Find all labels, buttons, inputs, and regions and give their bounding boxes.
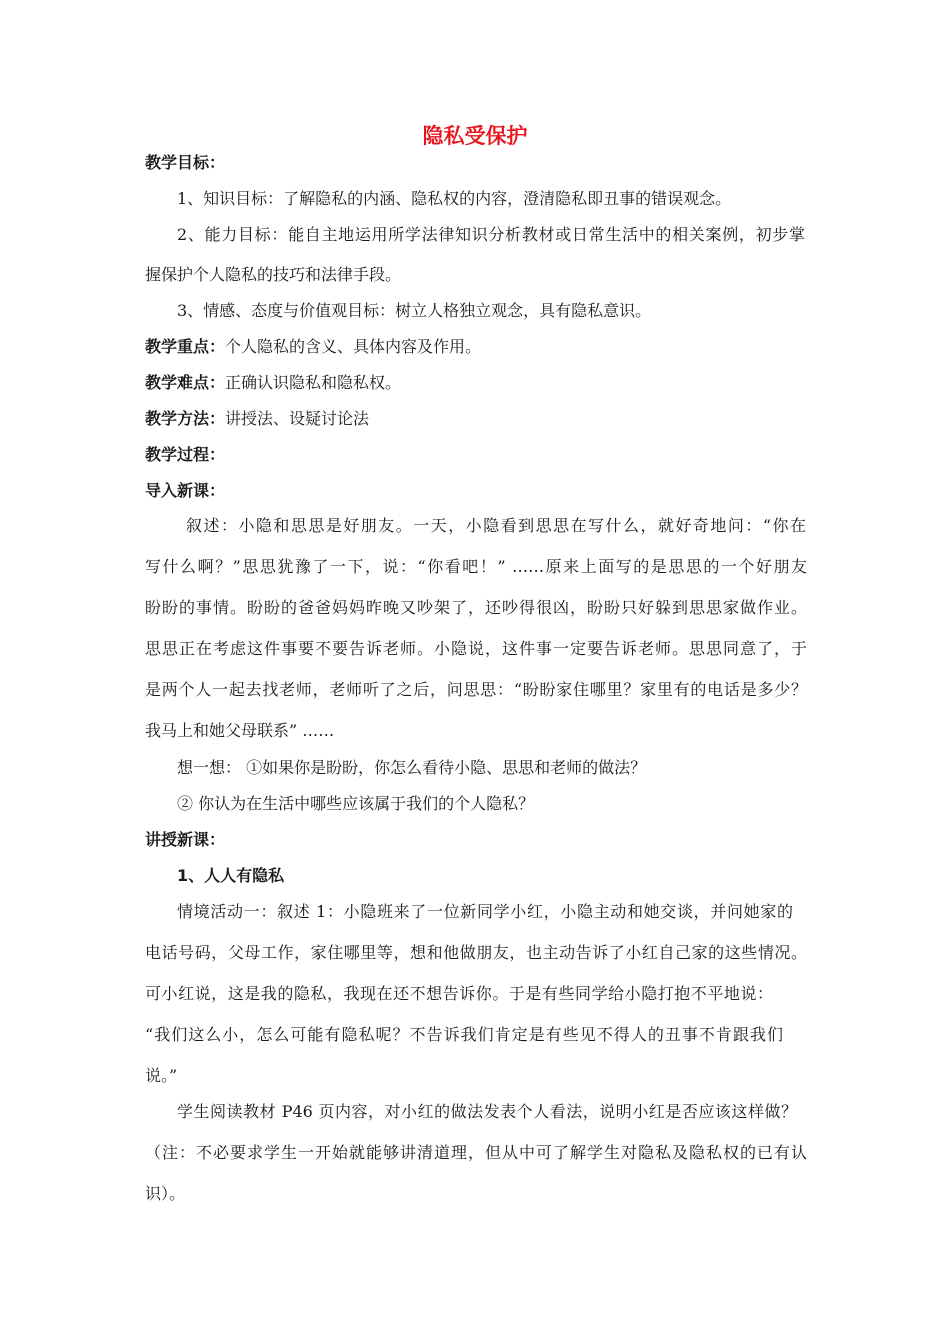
intro-story-line: 我马上和她父母联系” …… [145, 721, 335, 740]
scene-line: “我们这么小，怎么可能有隐私呢？不告诉我们肯定是有些见不得人的丑事不肯跟我们 [145, 1025, 783, 1044]
objective-attitude: 3、情感、态度与价值观目标：树立人格独立观念，具有隐私意识。 [177, 301, 652, 320]
key-point-text: 个人隐私的含义、具体内容及作用。 [225, 337, 482, 356]
objective-knowledge: 1、知识目标：了解隐私的内涵、隐私权的内容，澄清隐私即丑事的错误观念。 [177, 189, 732, 208]
key-point-label: 教学重点： [145, 337, 226, 356]
method-row [145, 408, 815, 430]
method-label: 教学方法： [145, 409, 226, 428]
process-heading: 教学过程： [145, 445, 226, 464]
intro-story-line: 思思正在考虑这件事要不要告诉老师。小隐说，这件事一定要告诉老师。思思同意了，于 [145, 639, 807, 658]
intro-story-line: 是两个人一起去找老师，老师听了之后，问思思：“盼盼家住哪里？家里有的电话是多少？ [145, 680, 807, 699]
objective-ability-line2: 握保护个人隐私的技巧和法律手段。 [145, 265, 402, 284]
objectives-heading: 教学目标： [145, 153, 226, 172]
scene-line: 电话号码，父母工作，家住哪里等，想和他做朋友，也主动告诉了小红自己家的这些情况。 [145, 943, 807, 962]
method-text: 讲授法、设疑讨论法 [225, 409, 370, 428]
think-question-2: ② 你认为在生活中哪些应该属于我们的个人隐私？ [177, 794, 535, 813]
key-point-row [145, 336, 815, 358]
intro-story-line: 写什么啊？”思思犹豫了一下，说：“你看吧！” ……原来上面写的是思思的一个好朋友 [145, 557, 807, 576]
think-question-1: 想一想： ①如果你是盼盼，你怎么看待小隐、思思和老师的做法？ [177, 758, 647, 777]
section-heading: 1、人人有隐私 [177, 866, 285, 885]
scene-line: 说。” [145, 1066, 178, 1085]
objective-ability-line1: 2、能力目标：能自主地运用所学法律知识分析教材或日常生活中的相关案例，初步掌 [177, 225, 805, 244]
scene-line: 可小红说，这是我的隐私，我现在还不想告诉你。于是有些同学给小隐打抱不平地说： [145, 984, 773, 1003]
reading-task-line: 学生阅读教材 P46 页内容，对小红的做法发表个人看法，说明小红是否应该这样做？ [177, 1102, 797, 1121]
intro-story-line: 叙述：小隐和思思是好朋友。一天，小隐看到思思在写什么，就好奇地问：“你在 [186, 516, 806, 535]
difficulty-label: 教学难点： [145, 373, 226, 392]
scene-line: 情境活动一：叙述 1：小隐班来了一位新同学小红，小隐主动和她交谈，并问她家的 [177, 902, 793, 921]
intro-story-line: 盼盼的事情。盼盼的爸爸妈妈昨晚又吵架了，还吵得很凶，盼盼只好躲到思思家做作业。 [145, 598, 807, 617]
difficulty-row [145, 372, 815, 394]
difficulty-text: 正确认识隐私和隐私权。 [225, 373, 402, 392]
lecture-heading: 讲授新课： [145, 830, 226, 849]
reading-task-line: 识）。 [145, 1184, 186, 1203]
reading-task-line: （注：不必要求学生一开始就能够讲清道理，但从中可了解学生对隐私及隐私权的已有认 [145, 1143, 807, 1162]
page-title: 隐私受保护 [422, 124, 528, 148]
intro-heading: 导入新课： [145, 481, 226, 500]
